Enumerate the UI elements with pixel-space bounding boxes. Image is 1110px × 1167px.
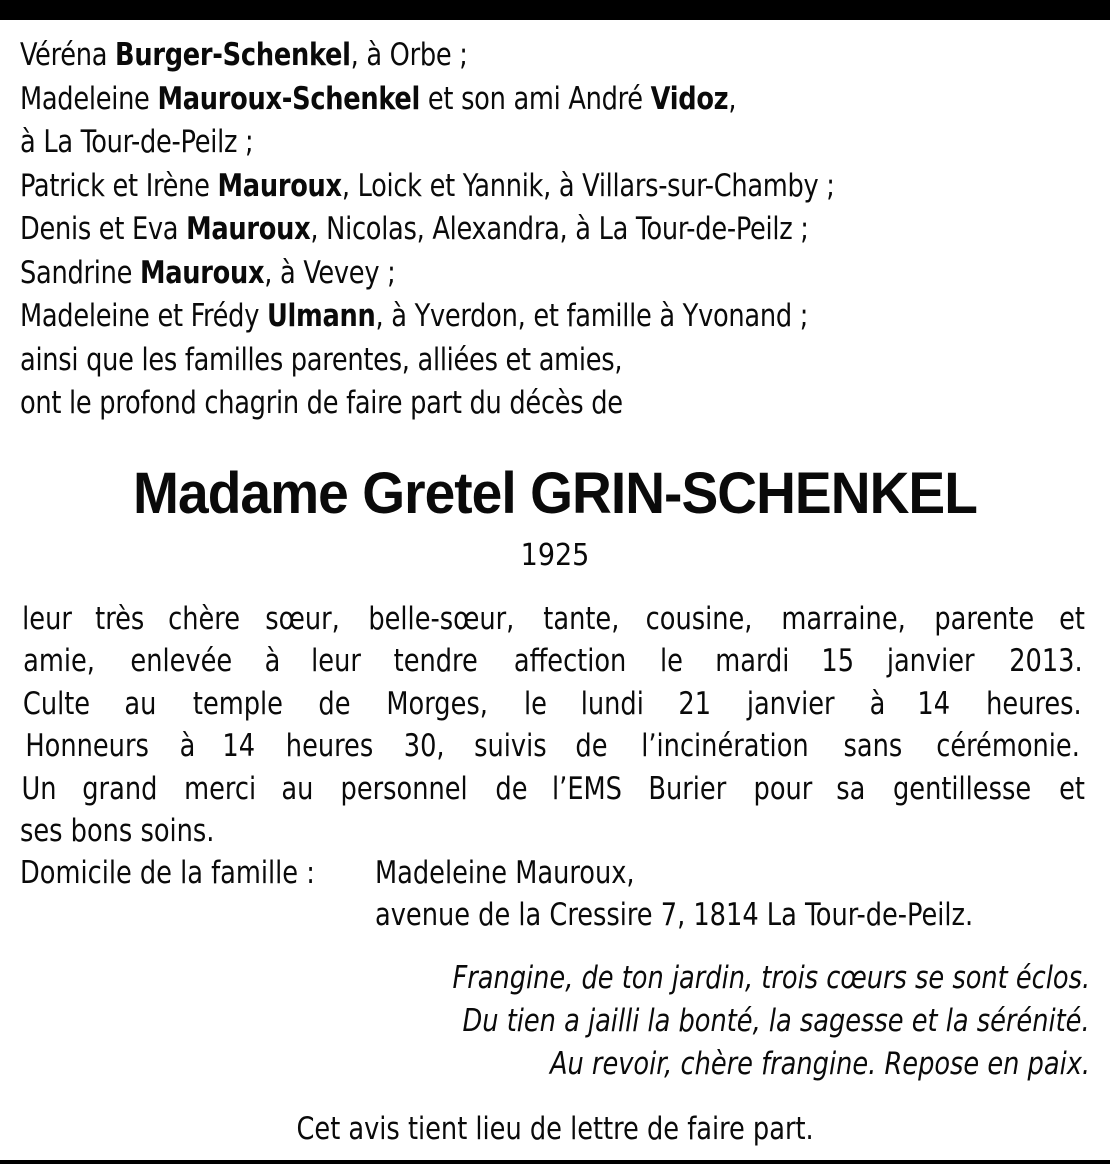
deceased-birth-year: 1925	[520, 538, 590, 573]
body-word: sans	[843, 728, 903, 765]
family-line	[20, 295, 1001, 339]
body-word: pour	[753, 770, 812, 807]
family-surname: Mauroux	[186, 211, 311, 247]
body-word: gentillesse	[893, 770, 1032, 807]
body-word: tante,	[543, 601, 620, 637]
announcement-body	[20, 598, 1086, 852]
body-word: suivis	[473, 728, 547, 765]
body-word: 14	[917, 685, 951, 722]
body-word: 2013.	[1009, 643, 1083, 680]
body-word: mardi	[714, 643, 790, 680]
family-line	[20, 252, 1001, 296]
body-word: et	[1059, 601, 1085, 637]
family-line-text: Madeleine et Frédy	[20, 298, 267, 334]
family-line	[20, 208, 1001, 252]
poem-line: Au revoir, chère frangine. Repose en paix.	[549, 1046, 1090, 1082]
body-line	[20, 725, 1086, 767]
body-word: Morges,	[386, 685, 489, 722]
body-word: de	[318, 685, 351, 722]
body-word: à	[869, 685, 886, 722]
deceased-name: Madame Gretel GRIN-SCHENKEL	[133, 461, 977, 526]
body-word: 14	[222, 728, 256, 765]
footer-note	[0, 1108, 1110, 1150]
body-word: marraine,	[781, 601, 907, 637]
body-word: grand	[81, 770, 158, 807]
body-word: janvier	[886, 643, 975, 680]
body-line-text: ses bons soins.	[20, 813, 215, 850]
domicile-label	[20, 852, 340, 894]
domicile-address-line: avenue de la Cressire 7, 1814 La Tour-de-Peilz.	[375, 897, 974, 933]
domicile-address	[375, 852, 1025, 936]
family-surname: Mauroux	[217, 167, 342, 204]
family-line-text: , Loick et Yannik, à Villars-sur-Chamby ;	[341, 167, 835, 204]
family-announcement	[20, 34, 1086, 426]
body-word: sœur,	[265, 601, 341, 637]
body-word: Burier	[648, 770, 727, 807]
bottom-border-rule	[0, 1160, 1110, 1164]
body-word: l’incinération	[641, 728, 809, 765]
body-word: leur	[22, 601, 72, 637]
family-line-text: ,	[728, 80, 737, 117]
family-line-text: Madeleine	[20, 80, 158, 117]
body-word: affection	[514, 643, 627, 680]
family-line-text: et son ami André	[420, 80, 651, 117]
family-surname: Burger-Schenkel	[115, 37, 351, 73]
poem-line: Du tien a jailli la bonté, la sagesse et la sérénité.	[462, 1003, 1090, 1039]
memorial-poem	[397, 957, 1090, 1086]
body-word: lundi	[580, 685, 644, 722]
family-line	[20, 121, 1001, 165]
family-line-text: ont le profond chagrin de faire part du décès de	[20, 385, 623, 421]
body-word: au	[124, 685, 157, 722]
body-word: à	[264, 643, 281, 680]
family-surname: Ulmann	[266, 298, 376, 334]
family-line-text: , Nicolas, Alexandra, à La Tour-de-Peilz ;	[310, 211, 809, 247]
body-word: 30,	[403, 728, 445, 765]
family-line-text: à La Tour-de-Peilz ;	[20, 124, 254, 160]
body-line	[20, 768, 1086, 810]
body-word: 21	[678, 685, 712, 722]
body-word: amie,	[23, 643, 95, 680]
body-word: très	[95, 601, 145, 637]
body-word: Culte	[22, 685, 91, 722]
domicile-address-line: Madeleine Mauroux,	[375, 855, 635, 891]
body-word: de	[494, 770, 528, 807]
family-line	[20, 78, 1001, 122]
family-line-text: Véréna	[20, 37, 116, 73]
body-word: parente	[934, 601, 1035, 637]
body-word: l’EMS	[551, 770, 622, 807]
top-border-rule	[0, 0, 1110, 20]
family-line-text: Sandrine	[20, 254, 140, 291]
body-word: au	[280, 770, 313, 807]
body-word: Honneurs	[25, 728, 149, 765]
family-line-text: , à Yverdon, et famille à Yvonand ;	[375, 298, 809, 334]
body-word: à	[179, 728, 196, 765]
body-word: heures.	[986, 685, 1082, 722]
body-word: janvier	[746, 685, 835, 722]
body-word: cérémonie.	[936, 728, 1080, 765]
body-line	[20, 683, 1086, 725]
family-line-text: , à Vevey ;	[264, 254, 396, 291]
body-word: 15	[821, 643, 855, 680]
body-line	[20, 640, 1086, 682]
body-word: temple	[192, 685, 283, 722]
body-word: sa	[836, 770, 866, 807]
body-word: merci	[183, 770, 256, 807]
body-word: le	[660, 643, 684, 680]
family-surname: Mauroux	[139, 254, 265, 291]
family-line-text: Patrick et Irène	[20, 167, 218, 204]
body-word: cousine,	[646, 601, 753, 637]
body-word: le	[523, 685, 547, 722]
body-word: enlevée	[130, 643, 232, 680]
family-line	[20, 34, 1001, 78]
family-line-text: , à Orbe ;	[350, 37, 468, 73]
body-word: Un	[21, 770, 57, 807]
family-line	[20, 339, 1001, 383]
body-word: personnel	[340, 770, 468, 807]
body-word: de	[575, 728, 608, 765]
family-surname: Mauroux-Schenkel	[157, 80, 421, 117]
body-word: et	[1058, 770, 1085, 807]
body-line	[20, 810, 1086, 852]
body-word: tendre	[393, 643, 479, 680]
poem-line: Frangine, de ton jardin, trois cœurs se sont éclos.	[452, 960, 1090, 996]
body-line	[20, 598, 1086, 640]
family-line-text: Denis et Eva	[20, 211, 187, 247]
body-word: belle-sœur,	[368, 601, 515, 637]
body-word: chère	[168, 601, 241, 637]
family-line	[20, 382, 1001, 426]
body-word: leur	[310, 643, 361, 680]
body-word: heures	[285, 728, 373, 765]
family-line	[20, 165, 1001, 209]
family-line-text: ainsi que les familles parentes, alliées et amies,	[20, 341, 623, 378]
family-surname: Vidoz	[650, 80, 729, 117]
footer-note-text: Cet avis tient lieu de lettre de faire part.	[296, 1111, 814, 1147]
domicile-label-text: Domicile de la famille :	[20, 855, 315, 891]
